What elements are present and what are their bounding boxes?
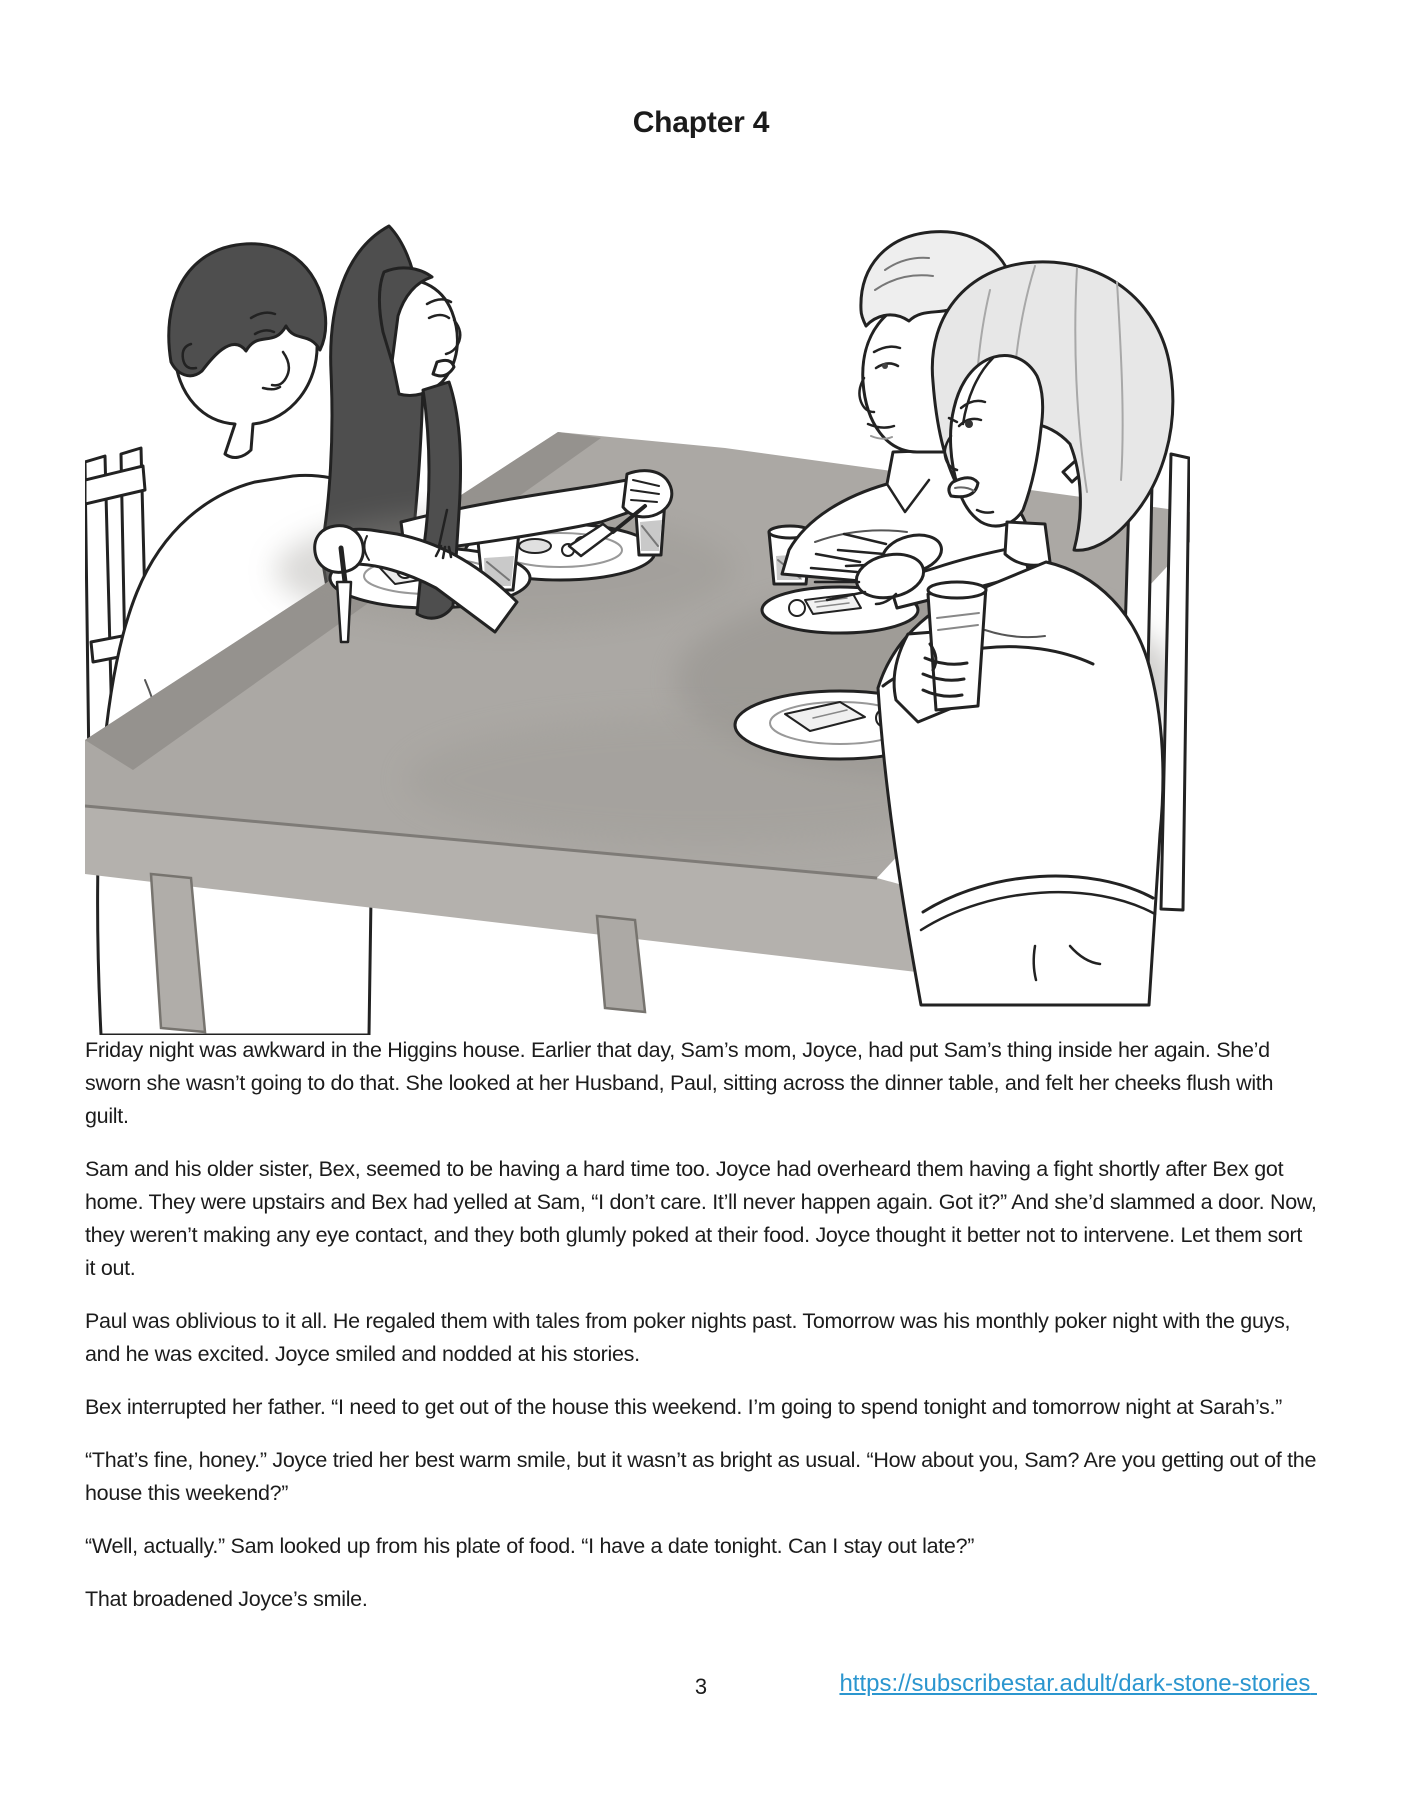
chapter-illustration — [85, 210, 1190, 1035]
chapter-title: Chapter 4 — [632, 106, 770, 139]
paragraph: “Well, actually.” Sam looked up from his plate of food. “I have a date tonight. Can I stay out late?” — [85, 1534, 975, 1558]
page-number: 3 — [694, 1674, 708, 1699]
story-text — [85, 1034, 1317, 1636]
page-footer — [85, 1670, 1317, 1710]
paragraph: Friday night was awkward in the Higgins house. Earlier that day, Sam’s mom, Joyce, had put Sam’s thing inside her again. She’d sworn she wasn’t going to do that. She looked at her Husband, Paul, sitting across the dinner table, and felt her cheeks flush with guilt. — [85, 1038, 1274, 1128]
paragraph: Sam and his older sister, Bex, seemed to be having a hard time too. Joyce had overheard them having a fight shortly after Bex got home. They were upstairs and Bex had yelled at Sam, “I don’t care. It’ll never happen again. Got it?” And she’d slammed a door. Now, they weren’t making any eye contact, and they both glumly poked at their food. Joyce thought it better not to intervene. Let them sort it out. — [85, 1157, 1317, 1280]
paragraph: Paul was oblivious to it all. He regaled them with tales from poker nights past. Tomorrow was his monthly poker night with the guys, and he was excited. Joyce smiled and nodded at his stories. — [85, 1309, 1291, 1366]
subscribestar-link[interactable]: https://subscribestar.adult/dark-stone-stories — [839, 1670, 1311, 1697]
paragraph: “That’s fine, honey.” Joyce tried her best warm smile, but it wasn’t as bright as usual. “How about you, Sam? Are you getting out of the house this weekend?” — [85, 1448, 1317, 1505]
paragraph: Bex interrupted her father. “I need to get out of the house this weekend. I’m going to spend tonight and tomorrow night at Sarah’s.” — [85, 1395, 1283, 1419]
paragraph: That broadened Joyce’s smile. — [85, 1587, 368, 1611]
